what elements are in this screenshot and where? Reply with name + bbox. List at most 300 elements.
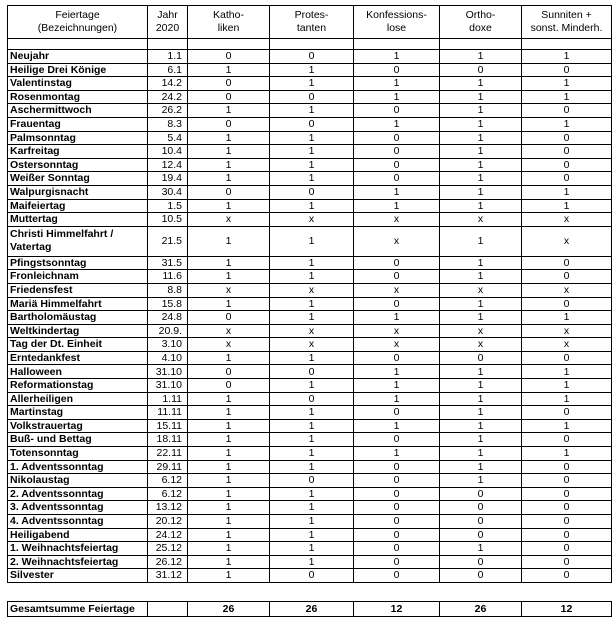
holiday-date: 6.1 — [148, 63, 188, 77]
summary-orthodox: 26 — [440, 602, 522, 617]
value-sunni: 0 — [522, 145, 612, 159]
value-nondenominational: 0 — [354, 406, 440, 420]
table-row — [8, 311, 612, 325]
value-orthodox: 1 — [440, 199, 522, 213]
holiday-date: 24.2 — [148, 90, 188, 104]
value-sunni: 0 — [522, 104, 612, 118]
value-sunni: 1 — [522, 90, 612, 104]
holiday-date: 8.8 — [148, 283, 188, 297]
value-catholic: 1 — [188, 447, 270, 461]
holiday-date: 6.12 — [148, 487, 188, 501]
holiday-date: 31.12 — [148, 569, 188, 583]
summary-row — [8, 602, 612, 617]
value-protestant: 1 — [270, 433, 354, 447]
holiday-name: Christi Himmelfahrt / Vatertag — [8, 226, 148, 256]
holiday-name: Walpurgisnacht — [8, 185, 148, 199]
value-orthodox: x — [440, 213, 522, 227]
table-row — [8, 406, 612, 420]
table-row — [8, 117, 612, 131]
value-nondenominational: 0 — [354, 256, 440, 270]
value-catholic: 1 — [188, 63, 270, 77]
value-orthodox: 1 — [440, 365, 522, 379]
value-sunni: 1 — [522, 311, 612, 325]
header-catholic: Katho- liken — [188, 6, 270, 39]
value-nondenominational: 1 — [354, 185, 440, 199]
value-orthodox: 1 — [440, 158, 522, 172]
table-row — [8, 419, 612, 433]
value-nondenominational: 0 — [354, 528, 440, 542]
table-row — [8, 392, 612, 406]
value-catholic: x — [188, 324, 270, 338]
value-nondenominational: 0 — [354, 297, 440, 311]
value-catholic: 0 — [188, 379, 270, 393]
value-orthodox: 1 — [440, 145, 522, 159]
value-nondenominational: 1 — [354, 117, 440, 131]
value-catholic: 1 — [188, 419, 270, 433]
value-protestant: 1 — [270, 542, 354, 556]
value-nondenominational: 1 — [354, 419, 440, 433]
holiday-date: 11.11 — [148, 406, 188, 420]
holiday-name: 2. Adventssonntag — [8, 487, 148, 501]
table-row — [8, 365, 612, 379]
value-catholic: 1 — [188, 406, 270, 420]
holiday-name: Allerheiligen — [8, 392, 148, 406]
value-protestant: 0 — [270, 365, 354, 379]
value-sunni: 0 — [522, 515, 612, 529]
table-row — [8, 270, 612, 284]
table-row — [8, 338, 612, 352]
value-orthodox: 1 — [440, 406, 522, 420]
value-nondenominational: 0 — [354, 487, 440, 501]
holiday-date: 10.5 — [148, 213, 188, 227]
value-orthodox: 1 — [440, 460, 522, 474]
value-sunni: 0 — [522, 474, 612, 488]
value-sunni: 1 — [522, 185, 612, 199]
value-orthodox: 1 — [440, 172, 522, 186]
table-row — [8, 90, 612, 104]
value-orthodox: 1 — [440, 226, 522, 256]
holiday-date: 31.10 — [148, 379, 188, 393]
value-orthodox: 1 — [440, 447, 522, 461]
value-orthodox: 0 — [440, 63, 522, 77]
table-row — [8, 460, 612, 474]
value-orthodox: 1 — [440, 311, 522, 325]
value-nondenominational: 0 — [354, 515, 440, 529]
summary-nondenominational: 12 — [354, 602, 440, 617]
value-orthodox: 1 — [440, 433, 522, 447]
value-sunni: 1 — [522, 392, 612, 406]
table-row — [8, 256, 612, 270]
value-nondenominational: x — [354, 226, 440, 256]
value-catholic: 0 — [188, 117, 270, 131]
summary-year-cell — [148, 602, 188, 617]
holiday-name: Rosenmontag — [8, 90, 148, 104]
value-sunni: 1 — [522, 365, 612, 379]
holiday-name: Buß- und Bettag — [8, 433, 148, 447]
value-sunni: 0 — [522, 528, 612, 542]
value-nondenominational: 1 — [354, 90, 440, 104]
value-orthodox: x — [440, 338, 522, 352]
holiday-date: 10.4 — [148, 145, 188, 159]
table-row — [8, 324, 612, 338]
value-catholic: 1 — [188, 226, 270, 256]
value-protestant: 1 — [270, 487, 354, 501]
spacer-row — [8, 39, 612, 50]
header-protestant: Protes- tanten — [270, 6, 354, 39]
value-catholic: x — [188, 283, 270, 297]
holiday-name: Fronleichnam — [8, 270, 148, 284]
value-nondenominational: 0 — [354, 474, 440, 488]
holiday-date: 1.5 — [148, 199, 188, 213]
value-orthodox: 1 — [440, 185, 522, 199]
value-catholic: 1 — [188, 131, 270, 145]
value-catholic: 1 — [188, 555, 270, 569]
value-protestant: 0 — [270, 50, 354, 64]
value-nondenominational: 1 — [354, 199, 440, 213]
value-protestant: x — [270, 338, 354, 352]
holiday-name: 1. Adventssonntag — [8, 460, 148, 474]
holiday-date: 31.5 — [148, 256, 188, 270]
value-protestant: x — [270, 283, 354, 297]
value-catholic: 1 — [188, 392, 270, 406]
holiday-date: 26.12 — [148, 555, 188, 569]
holiday-name: Tag der Dt. Einheit — [8, 338, 148, 352]
table-row — [8, 569, 612, 583]
value-orthodox: 1 — [440, 297, 522, 311]
value-sunni: 0 — [522, 433, 612, 447]
value-orthodox: 0 — [440, 501, 522, 515]
value-orthodox: 1 — [440, 131, 522, 145]
holiday-date: 29.11 — [148, 460, 188, 474]
value-catholic: 1 — [188, 145, 270, 159]
holiday-name: Bartholomäustag — [8, 311, 148, 325]
holiday-date: 22.11 — [148, 447, 188, 461]
holiday-date: 15.8 — [148, 297, 188, 311]
holiday-date: 1.11 — [148, 392, 188, 406]
holiday-name: 2. Weihnachtsfeiertag — [8, 555, 148, 569]
value-orthodox: 1 — [440, 419, 522, 433]
value-protestant: 0 — [270, 569, 354, 583]
value-orthodox: 1 — [440, 90, 522, 104]
value-nondenominational: x — [354, 338, 440, 352]
value-sunni: 0 — [522, 542, 612, 556]
value-nondenominational: 0 — [354, 63, 440, 77]
table-row — [8, 199, 612, 213]
value-nondenominational: 0 — [354, 433, 440, 447]
value-orthodox: 1 — [440, 474, 522, 488]
value-protestant: 1 — [270, 63, 354, 77]
value-protestant: 1 — [270, 447, 354, 461]
value-nondenominational: 1 — [354, 77, 440, 91]
value-sunni: x — [522, 338, 612, 352]
value-protestant: 1 — [270, 555, 354, 569]
value-nondenominational: x — [354, 213, 440, 227]
holiday-date: 3.10 — [148, 338, 188, 352]
value-sunni: x — [522, 213, 612, 227]
holiday-name: Weißer Sonntag — [8, 172, 148, 186]
table-row — [8, 145, 612, 159]
value-sunni: 0 — [522, 63, 612, 77]
value-protestant: 0 — [270, 117, 354, 131]
value-protestant: 1 — [270, 131, 354, 145]
holiday-name: Martinstag — [8, 406, 148, 420]
holiday-name: Erntedankfest — [8, 351, 148, 365]
holiday-date: 26.2 — [148, 104, 188, 118]
table-row — [8, 297, 612, 311]
table-row — [8, 185, 612, 199]
header-orthodox: Ortho- doxe — [440, 6, 522, 39]
value-nondenominational: 1 — [354, 365, 440, 379]
value-orthodox: 1 — [440, 256, 522, 270]
holiday-name: 1. Weihnachtsfeiertag — [8, 542, 148, 556]
value-sunni: 0 — [522, 256, 612, 270]
value-orthodox: 0 — [440, 515, 522, 529]
value-protestant: 1 — [270, 158, 354, 172]
value-catholic: 1 — [188, 460, 270, 474]
value-catholic: 0 — [188, 50, 270, 64]
holiday-table — [7, 5, 612, 583]
value-catholic: 0 — [188, 365, 270, 379]
value-sunni: 1 — [522, 379, 612, 393]
value-orthodox: 0 — [440, 555, 522, 569]
value-orthodox: 1 — [440, 104, 522, 118]
holiday-name: Pfingstsonntag — [8, 256, 148, 270]
value-catholic: 1 — [188, 270, 270, 284]
holiday-date: 15.11 — [148, 419, 188, 433]
value-catholic: 1 — [188, 172, 270, 186]
table-row — [8, 213, 612, 227]
holiday-date: 13.12 — [148, 501, 188, 515]
holiday-name: Silvester — [8, 569, 148, 583]
table-row — [8, 501, 612, 515]
value-protestant: 1 — [270, 351, 354, 365]
holiday-date: 8.3 — [148, 117, 188, 131]
holiday-name: Heilige Drei Könige — [8, 63, 148, 77]
holiday-date: 21.5 — [148, 226, 188, 256]
holiday-date: 6.12 — [148, 474, 188, 488]
value-nondenominational: 0 — [354, 158, 440, 172]
value-nondenominational: 0 — [354, 270, 440, 284]
table-row — [8, 447, 612, 461]
value-sunni: 0 — [522, 406, 612, 420]
value-nondenominational: 0 — [354, 569, 440, 583]
value-protestant: 1 — [270, 104, 354, 118]
value-nondenominational: 0 — [354, 131, 440, 145]
holiday-date: 12.4 — [148, 158, 188, 172]
value-protestant: 1 — [270, 172, 354, 186]
holiday-date: 11.6 — [148, 270, 188, 284]
table-row — [8, 131, 612, 145]
value-nondenominational: 1 — [354, 311, 440, 325]
value-orthodox: 1 — [440, 392, 522, 406]
value-protestant: x — [270, 324, 354, 338]
value-protestant: x — [270, 213, 354, 227]
value-nondenominational: x — [354, 283, 440, 297]
value-sunni: 0 — [522, 555, 612, 569]
value-protestant: 1 — [270, 145, 354, 159]
holiday-name: Maifeiertag — [8, 199, 148, 213]
value-sunni: 0 — [522, 351, 612, 365]
value-nondenominational: 0 — [354, 555, 440, 569]
value-sunni: 1 — [522, 199, 612, 213]
holiday-name: Ostersonntag — [8, 158, 148, 172]
value-protestant: 0 — [270, 392, 354, 406]
table-row — [8, 283, 612, 297]
value-sunni: 1 — [522, 50, 612, 64]
value-sunni: 1 — [522, 419, 612, 433]
value-protestant: 1 — [270, 528, 354, 542]
value-nondenominational: 0 — [354, 501, 440, 515]
value-protestant: 0 — [270, 185, 354, 199]
holiday-name: Totensonntag — [8, 447, 148, 461]
table-row — [8, 528, 612, 542]
value-sunni: x — [522, 226, 612, 256]
holiday-name: 4. Adventssonntag — [8, 515, 148, 529]
holiday-date: 14.2 — [148, 77, 188, 91]
table-row — [8, 226, 612, 256]
value-nondenominational: 1 — [354, 447, 440, 461]
value-protestant: 1 — [270, 226, 354, 256]
value-orthodox: 1 — [440, 542, 522, 556]
value-orthodox: 1 — [440, 379, 522, 393]
holiday-name: Neujahr — [8, 50, 148, 64]
value-sunni: 0 — [522, 460, 612, 474]
value-catholic: 1 — [188, 297, 270, 311]
value-orthodox: 0 — [440, 528, 522, 542]
value-protestant: 1 — [270, 77, 354, 91]
holiday-date: 30.4 — [148, 185, 188, 199]
value-catholic: 1 — [188, 569, 270, 583]
value-catholic: 1 — [188, 433, 270, 447]
holiday-date: 1.1 — [148, 50, 188, 64]
value-catholic: 1 — [188, 474, 270, 488]
value-sunni: x — [522, 324, 612, 338]
table-row — [8, 104, 612, 118]
holiday-date: 18.11 — [148, 433, 188, 447]
holiday-name: Muttertag — [8, 213, 148, 227]
table-row — [8, 433, 612, 447]
value-catholic: x — [188, 213, 270, 227]
holiday-name: Halloween — [8, 365, 148, 379]
holiday-name: Aschermittwoch — [8, 104, 148, 118]
value-nondenominational: 0 — [354, 460, 440, 474]
holiday-date: 31.10 — [148, 365, 188, 379]
value-protestant: 1 — [270, 501, 354, 515]
value-sunni: 0 — [522, 501, 612, 515]
summary-label: Gesamtsumme Feiertage — [8, 602, 148, 617]
value-sunni: 0 — [522, 131, 612, 145]
value-catholic: 1 — [188, 515, 270, 529]
holiday-name: Weltkindertag — [8, 324, 148, 338]
value-orthodox: x — [440, 324, 522, 338]
summary-catholic: 26 — [188, 602, 270, 617]
holiday-date: 25.12 — [148, 542, 188, 556]
holiday-date: 19.4 — [148, 172, 188, 186]
holiday-name: Friedensfest — [8, 283, 148, 297]
holiday-date: 4.10 — [148, 351, 188, 365]
header-row — [8, 6, 612, 39]
value-catholic: 1 — [188, 528, 270, 542]
value-catholic: 0 — [188, 185, 270, 199]
table-row — [8, 487, 612, 501]
value-nondenominational: 1 — [354, 50, 440, 64]
value-protestant: 1 — [270, 256, 354, 270]
value-orthodox: 1 — [440, 77, 522, 91]
value-nondenominational: 0 — [354, 351, 440, 365]
value-catholic: 1 — [188, 542, 270, 556]
table-row — [8, 351, 612, 365]
value-catholic: 1 — [188, 487, 270, 501]
holiday-date: 5.4 — [148, 131, 188, 145]
value-sunni: 0 — [522, 172, 612, 186]
value-protestant: 0 — [270, 90, 354, 104]
value-nondenominational: 0 — [354, 145, 440, 159]
value-orthodox: 1 — [440, 270, 522, 284]
value-catholic: 1 — [188, 501, 270, 515]
summary-table — [7, 601, 612, 617]
holiday-name: Palmsonntag — [8, 131, 148, 145]
value-nondenominational: 0 — [354, 542, 440, 556]
value-protestant: 1 — [270, 297, 354, 311]
table-row — [8, 63, 612, 77]
value-protestant: 1 — [270, 460, 354, 474]
table-row — [8, 515, 612, 529]
header-nondenominational: Konfessions- lose — [354, 6, 440, 39]
holiday-name: Volkstrauertag — [8, 419, 148, 433]
holiday-date: 24.12 — [148, 528, 188, 542]
holiday-name: Heiligabend — [8, 528, 148, 542]
value-catholic: 1 — [188, 199, 270, 213]
value-sunni: 1 — [522, 447, 612, 461]
value-catholic: 1 — [188, 351, 270, 365]
table-row — [8, 542, 612, 556]
value-catholic: 0 — [188, 311, 270, 325]
table-row — [8, 77, 612, 91]
table-row — [8, 555, 612, 569]
holiday-date: 20.9. — [148, 324, 188, 338]
value-orthodox: 1 — [440, 50, 522, 64]
value-nondenominational: 0 — [354, 172, 440, 186]
value-catholic: 0 — [188, 90, 270, 104]
table-row — [8, 158, 612, 172]
value-sunni: 0 — [522, 158, 612, 172]
value-sunni: x — [522, 283, 612, 297]
value-catholic: 1 — [188, 256, 270, 270]
holiday-date: 20.12 — [148, 515, 188, 529]
value-protestant: 0 — [270, 474, 354, 488]
value-sunni: 1 — [522, 117, 612, 131]
holiday-name: Frauentag — [8, 117, 148, 131]
table-row — [8, 172, 612, 186]
value-sunni: 0 — [522, 297, 612, 311]
value-protestant: 1 — [270, 270, 354, 284]
header-holiday: Feiertage (Bezeichnungen) — [8, 6, 148, 39]
value-nondenominational: 1 — [354, 379, 440, 393]
holiday-name: Valentinstag — [8, 77, 148, 91]
table-row — [8, 379, 612, 393]
value-orthodox: 1 — [440, 117, 522, 131]
table-row — [8, 474, 612, 488]
value-catholic: 0 — [188, 77, 270, 91]
holiday-name: Karfreitag — [8, 145, 148, 159]
value-protestant: 1 — [270, 419, 354, 433]
value-catholic: x — [188, 338, 270, 352]
value-sunni: 0 — [522, 569, 612, 583]
summary-protestant: 26 — [270, 602, 354, 617]
table-row — [8, 50, 612, 64]
value-orthodox: 0 — [440, 487, 522, 501]
summary-sunni: 12 — [522, 602, 612, 617]
